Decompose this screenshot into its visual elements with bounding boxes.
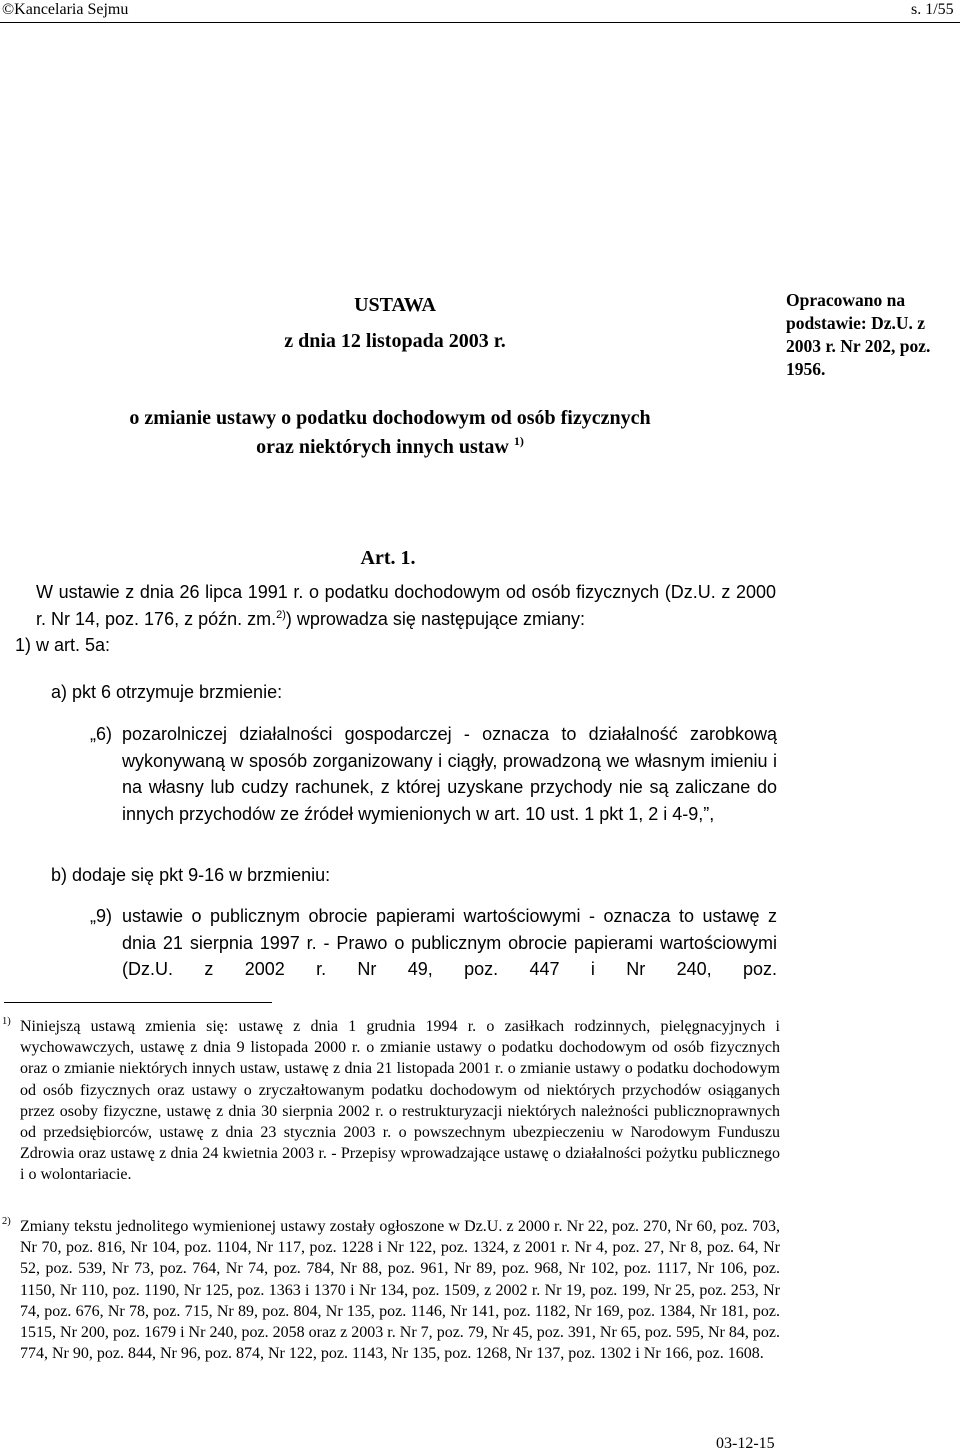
act-type: USTAWA (354, 294, 436, 316)
point-a: a) pkt 6 otrzymuje brzmienie: (51, 682, 283, 702)
act-date: z dnia 12 listopada 2003 r. (284, 330, 506, 352)
footnote-1 (2, 1016, 780, 1186)
act-subject-line-1: o zmianie ustawy o podatku dochodowym od osób fizycznych (129, 407, 651, 429)
footnote-2-text: Zmiany tekstu jednolitego wymienionej ustawy zostały ogłoszone w Dz.U. z 2000 r. Nr 22, poz. 270, Nr 60, poz. 703, Nr 70, poz. 816, Nr 104, poz. 1104, Nr 117, poz. 1228 i Nr 122, poz. 1324, z 2001 r. Nr 4, poz. 27, Nr 8, poz. 64, Nr 52, poz. 539, Nr 73, poz. 764, Nr 74, poz. 784, Nr 88, poz. 961, Nr 89, poz. 968, Nr 102, poz. 1117, Nr 106, poz. 1150, Nr 110, poz. 1190, Nr 125, poz. 1363 i 1370 i Nr 134, poz. 1509, z 2002 r. Nr 19, poz. 199, Nr 25, poz. 253, Nr 74, poz. 676, Nr 78, poz. 715, Nr 89, poz. 804, Nr 135, poz. 1146, Nr 141, poz. 1182, Nr 169, poz. 1384, Nr 181, poz. 1515, Nr 200, poz. 1679 i Nr 240, poz. 2058 oraz z 2003 r. Nr 7, poz. 79, Nr 45, poz. 391, Nr 65, poz. 595, Nr 84, poz. 774, Nr 90, poz. 844, Nr 96, poz. 874, Nr 122, poz. 1143, Nr 135, poz. 1268, Nr 137, poz. 1302 i Nr 166, poz. 1608. (20, 1218, 780, 1363)
act-subject-line-2 (40, 433, 740, 462)
quoted-item-9 (90, 903, 777, 983)
footnote-separator (4, 1002, 272, 1003)
header-divider (0, 22, 960, 23)
quoted-item-6 (90, 721, 777, 828)
header-publisher: ©Kancelaria Sejmu (2, 1, 129, 18)
act-subject-line-2-text: oraz niektórych innych ustaw (256, 436, 509, 458)
article-intro-text: W ustawie z dnia 26 lipca 1991 r. o podatku dochodowym od osób fizycznych (Dz.U. z 2000 r. Nr 14, poz. 176, z późn. zm. (36, 582, 776, 629)
footnote-2-mark: 2) (2, 1216, 11, 1227)
footnote-2 (2, 1216, 780, 1364)
point-1: 1) w art. 5a: (15, 635, 111, 655)
source-note: Opracowano na podstawie: Dz.U. z 2003 r. Nr 202, poz. 1956. (786, 290, 931, 379)
footnote-1-mark: 1) (2, 1016, 11, 1027)
quoted-item-6-text: pozarolniczej działalności gospodarczej - oznacza to działalność zarobkową wykonywaną w sposób zorganizowany i ciągły, prowadzoną we własnym imieniu i na własny lub cudzy rachunek, z której uzyskane przychody nie są zaliczane do innych przychodów ze źródeł wymienionych w art. 10 ust. 1 pkt 1, 2 i 4-9,”, (122, 724, 777, 825)
footnote-1-text: Niniejszą ustawą zmienia się: ustawę z dnia 1 grudnia 1994 r. o zasiłkach rodzinnych, pielęgnacyjnych i wychowawczych, ustawę z dnia 9 listopada 2000 r. o zmianie ustawy o podatku dochodowym od osób fizycznych oraz o zmianie niektórych innych ustaw, ustawę z dnia 21 listopada 2001 r. o zmianie ustawy o podatku dochodowym od osób fizycznych oraz ustawy o zryczałtowanym podatku dochodowym od niektórych przychodów osiąganych przez osoby fizyczne, ustawę z dnia 30 sierpnia 2002 r. o restrukturyzacji niektórych należności publicznoprawnych od przedsiębiorców, ustawę z dnia 23 stycznia 2003 r. o powszechnym ubezpieczeniu w Narodowym Funduszu Zdrowia oraz ustawę z dnia 24 kwietnia 2003 r. - Przepisy wprowadzające ustawę o działalności pożytku publicznego i o wolontariacie. (20, 1018, 780, 1184)
point-b: b) dodaje się pkt 9-16 w brzmieniu: (51, 865, 331, 885)
footnote-ref-2: 2) (276, 608, 286, 621)
quoted-item-9-text: ustawie o publicznym obrocie papierami wartościowymi - oznacza to ustawę z dnia 21 sierpnia 1997 r. - Prawo o publicznym obrocie papierami wartościowymi (Dz.U. z 2002 r. Nr 49, poz. 447 i Nr 240, poz. (122, 906, 777, 980)
act-title (250, 292, 540, 354)
article-heading: Art. 1. (360, 547, 416, 569)
footer-code: 03-12-15 (716, 1435, 775, 1452)
article-intro-end: ) wprowadza się następujące zmiany: (285, 608, 586, 629)
act-subject (40, 404, 740, 462)
header-page-number: s. 1/55 (911, 1, 954, 18)
quoted-item-6-number: „6) (90, 724, 112, 744)
article-intro (36, 579, 776, 632)
footnote-ref-1: 1) (513, 434, 524, 448)
quoted-item-9-number: „9) (90, 906, 112, 926)
